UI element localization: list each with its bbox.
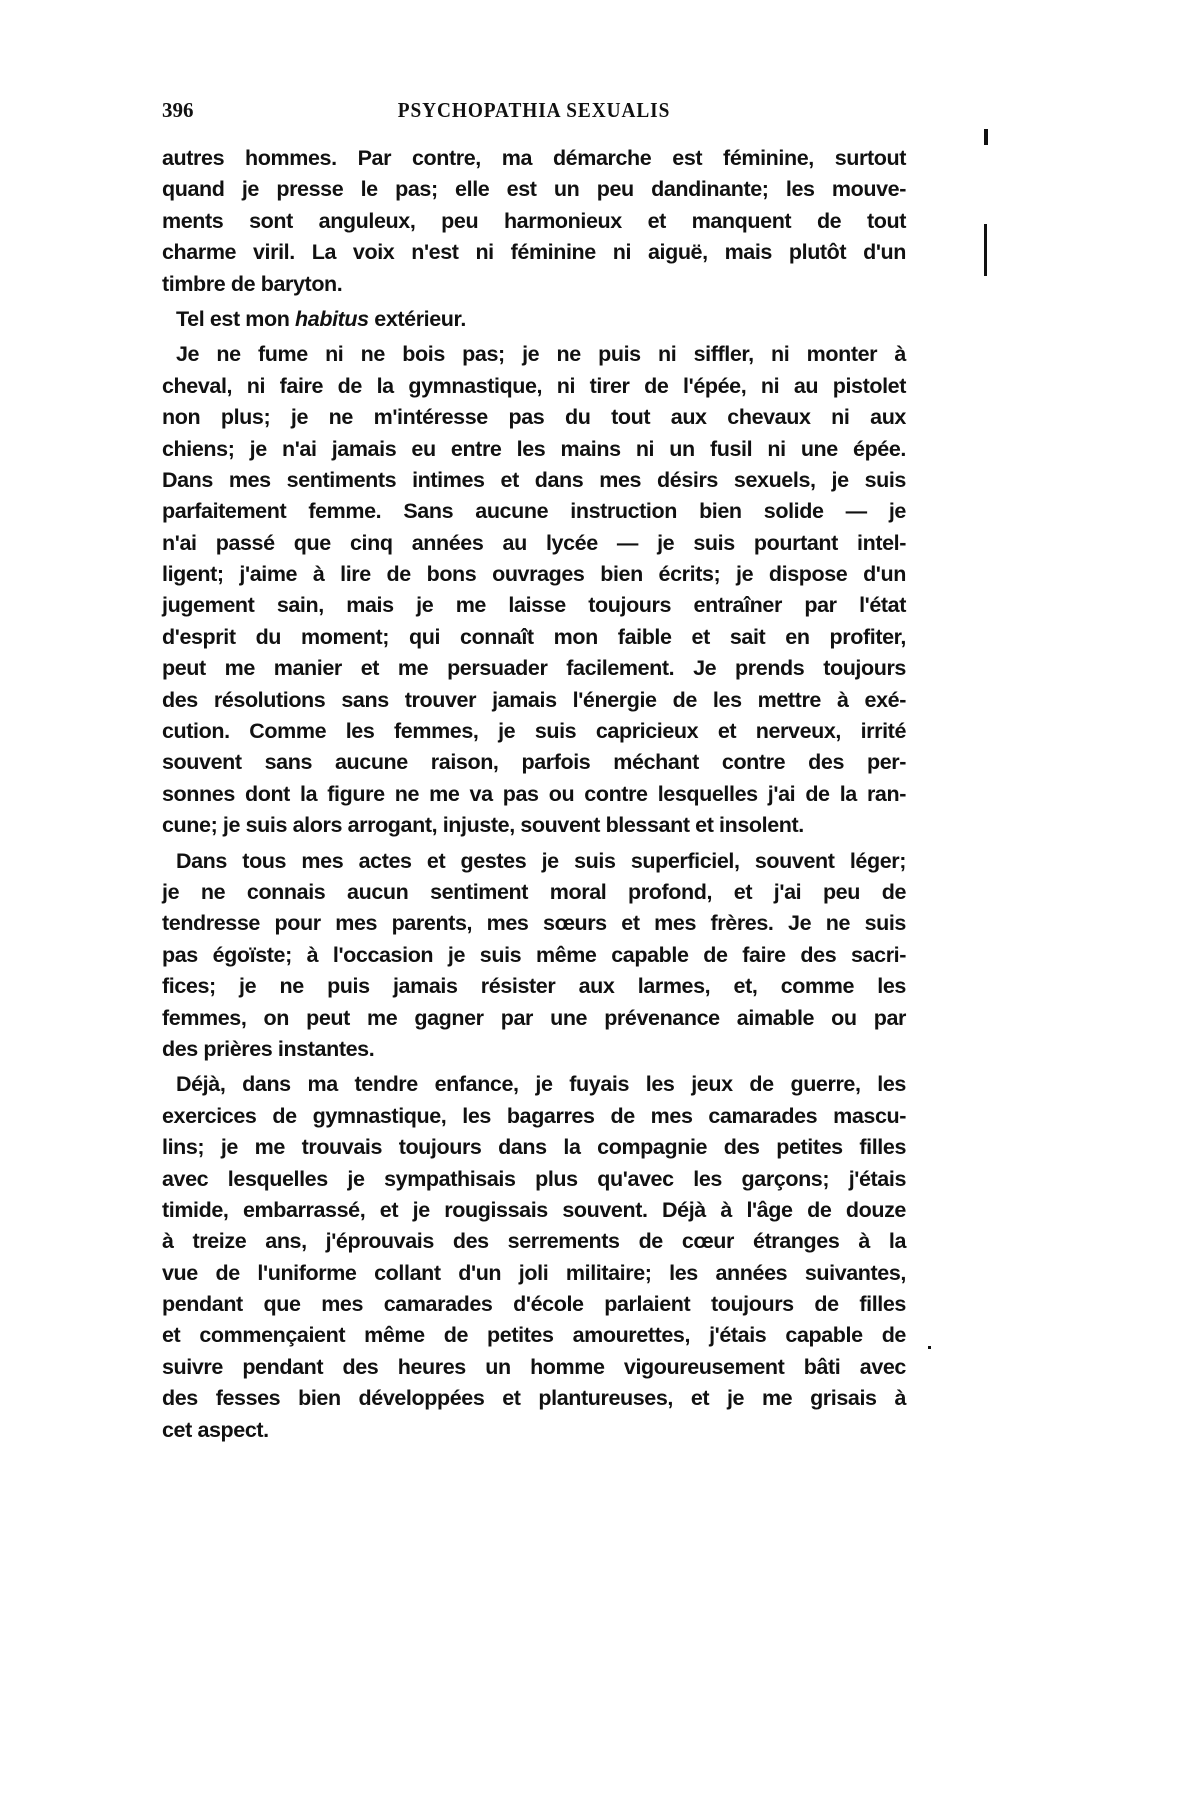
text-segment: Tel est mon [176, 306, 296, 331]
text-line: peut me manier et me persuader facilement. Je prends toujours [162, 656, 906, 681]
text-line: charme viril. La voix n'est ni féminine ni aiguë, mais plutôt d'un [162, 240, 906, 265]
text-line: n'ai passé que cinq années au lycée — je suis pourtant intel- [162, 530, 906, 555]
paragraph [162, 846, 906, 1066]
text-line: femmes, on peut me gagner par une prévenance aimable ou par [162, 1005, 906, 1030]
running-title: PSYCHOPATHIA SEXUALIS [397, 98, 671, 122]
page-header [162, 98, 906, 128]
text-line: lins; je me trouvais toujours dans la compagnie des petites filles [162, 1135, 906, 1160]
text-line: souvent sans aucune raison, parfois méchant contre des per- [162, 750, 906, 775]
text-line: d'esprit du moment; qui connaît mon faible et sait en profiter, [162, 624, 906, 649]
text-line: à treize ans, j'éprouvais des serrements de cœur étranges à la [162, 1229, 906, 1254]
text-line: ligent; j'aime à lire de bons ouvrages bien écrits; je dispose d'un [162, 562, 906, 587]
text-line: timide, embarrassé, et je rougissais souvent. Déjà à l'âge de douze [162, 1197, 906, 1222]
italic-term: habitus [295, 306, 369, 331]
text-line: jugement sain, mais je me laisse toujours entraîner par l'état [162, 593, 906, 618]
text-line: des résolutions sans trouver jamais l'énergie de les mettre à exé- [162, 687, 906, 712]
text-line: exercices de gymnastique, les bagarres de mes camarades mascu- [162, 1103, 906, 1128]
text-line: Dans mes sentiments intimes et dans mes désirs sexuels, je suis [162, 467, 906, 492]
text-line: vue de l'uniforme collant d'un joli militaire; les années suivantes, [162, 1260, 906, 1285]
text-line: fices; je ne puis jamais résister aux larmes, et, comme les [162, 974, 906, 999]
paragraph [162, 339, 906, 841]
text-line: cheval, ni faire de la gymnastique, ni tirer de l'épée, ni au pistolet [162, 373, 906, 398]
text-line: timbre de baryton. [162, 271, 343, 296]
text-line: cution. Comme les femmes, je suis capricieux et nerveux, irrité [162, 719, 906, 744]
text-line: cune; je suis alors arrogant, injuste, souvent blessant et insolent. [162, 813, 804, 838]
text-line: cet aspect. [162, 1417, 269, 1442]
text-line: sonnes dont la figure ne me va pas ou contre lesquelles j'ai de la ran- [162, 781, 906, 806]
text-line: autres hommes. Par contre, ma démarche est féminine, surtout [162, 146, 906, 170]
text-line: des prières instantes. [162, 1036, 375, 1061]
margin-mark [928, 1346, 931, 1349]
text-line: Dans tous mes actes et gestes je suis superficiel, souvent léger; [176, 848, 906, 873]
text-line: ments sont anguleux, peu harmonieux et manquent de tout [162, 208, 906, 233]
margin-mark [984, 129, 988, 145]
text-line: des fesses bien développées et plantureuses, et je me grisais à [162, 1386, 906, 1411]
text-line: chiens; je n'ai jamais eu entre les mains ni un fusil ni une épée. [162, 436, 906, 461]
text-line: quand je presse le pas; elle est un peu dandinante; les mouve- [162, 177, 906, 202]
text-line: avec lesquelles je sympathisais plus qu'avec les garçons; j'étais [162, 1166, 906, 1191]
text-line: pas égoïste; à l'occasion je suis même capable de faire des sacri- [162, 942, 906, 967]
text-line: parfaitement femme. Sans aucune instruction bien solide — je [162, 499, 906, 524]
text-line [162, 304, 906, 335]
text-line: non plus; je ne m'intéresse pas du tout aux chevaux ni aux [162, 405, 906, 430]
paragraph [162, 143, 906, 300]
text-line: pendant que mes camarades d'école parlaient toujours de filles [162, 1292, 906, 1317]
page-number: 396 [162, 98, 194, 122]
text-line: Je ne fume ni ne bois pas; je ne puis ni siffler, ni monter à [176, 342, 906, 367]
text-segment: extérieur. [368, 306, 466, 331]
text-line: je ne connais aucun sentiment moral profond, et j'ai peu de [162, 879, 906, 904]
body-text [162, 143, 906, 1450]
paragraph [162, 304, 906, 335]
text-line: Déjà, dans ma tendre enfance, je fuyais les jeux de guerre, les [176, 1072, 906, 1097]
margin-mark [984, 224, 987, 276]
text-line: et commençaient même de petites amourettes, j'étais capable de [162, 1323, 906, 1348]
paragraph [162, 1069, 906, 1446]
text-line: tendresse pour mes parents, mes sœurs et mes frères. Je ne suis [162, 911, 906, 936]
text-line: suivre pendant des heures un homme vigoureusement bâti avec [162, 1354, 906, 1379]
